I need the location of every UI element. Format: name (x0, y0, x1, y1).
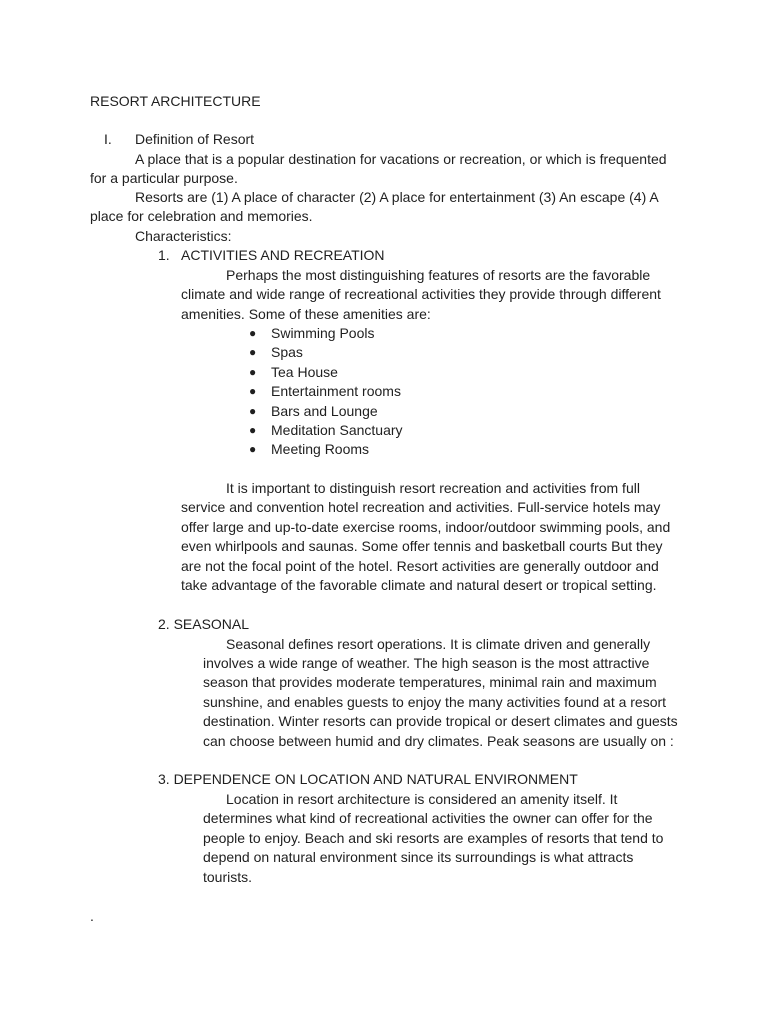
amenity-label: Spas (271, 344, 303, 360)
activities-heading: ACTIVITIES AND RECREATION (181, 247, 385, 263)
activities-note-line: service and convention hotel recreation and activities. Full-service hotels may (181, 499, 661, 515)
bullet-icon: ● (249, 326, 257, 340)
location-line: depend on natural environment since its surroundings is what attracts (203, 849, 634, 865)
activities-note-line: It is important to distinguish resort recreation and activities from full (226, 480, 640, 496)
section-number: I. (104, 131, 112, 147)
seasonal-line: destination. Winter resorts can provide tropical or desert climates and guests (203, 713, 678, 729)
activities-note-line: are not the focal point of the hotel. Resort activities are generally outdoor and (181, 558, 659, 574)
resorts-are-line: Resorts are (1) A place of character (2) A place for entertainment (3) An escape (4) A (135, 189, 659, 205)
activities-note-line: offer large and up-to-date exercise rooms, indoor/outdoor swimming pools, and (181, 519, 671, 535)
activities-intro-line: Perhaps the most distinguishing features of resorts are the favorable (226, 267, 651, 283)
activities-note-line: even whirlpools and saunas. Some offer tennis and basketball courts But they (181, 538, 663, 554)
amenity-label: Meeting Rooms (271, 441, 370, 457)
definition-line: for a particular purpose. (90, 170, 238, 186)
seasonal-line: season that provides moderate temperatures, minimal rain and maximum (203, 674, 657, 690)
activities-number: 1. (158, 247, 170, 263)
amenity-label: Meditation Sanctuary (271, 422, 403, 438)
amenity-label: Bars and Lounge (271, 403, 378, 419)
section-title: Definition of Resort (135, 131, 255, 147)
activities-intro-line: amenities. Some of these amenities are: (181, 306, 431, 322)
seasonal-line: Seasonal defines resort operations. It is climate driven and generally (226, 636, 651, 652)
seasonal-line: sunshine, and enables guests to enjoy the many activities found at a resort (203, 694, 667, 710)
seasonal-line: involves a wide range of weather. The high season is the most attractive (203, 655, 650, 671)
amenity-label: Swimming Pools (271, 325, 375, 341)
trailing-mark: . (90, 908, 94, 924)
seasonal-line: can choose between humid and dry climates. Peak seasons are usually on : (203, 733, 674, 749)
location-line: people to enjoy. Beach and ski resorts are examples of resorts that tend to (203, 830, 664, 846)
seasonal-heading: 2. SEASONAL (158, 616, 250, 632)
activities-note-line: take advantage of the favorable climate and natural desert or tropical setting. (181, 577, 657, 593)
bullet-icon: ● (249, 442, 257, 456)
definition-line: A place that is a popular destination for vacations or recreation, or which is frequented (135, 151, 667, 167)
location-line: tourists. (203, 869, 253, 885)
bullet-icon: ● (249, 345, 257, 359)
activities-intro-line: climate and wide range of recreational activities they provide through different (181, 286, 661, 302)
bullet-icon: ● (249, 384, 257, 398)
amenity-label: Entertainment rooms (271, 383, 401, 399)
location-line: determines what kind of recreational activities the owner can offer for the (203, 810, 653, 826)
location-heading: 3. DEPENDENCE ON LOCATION AND NATURAL ENVIRONMENT (158, 771, 578, 787)
location-line: Location in resort architecture is considered an amenity itself. It (226, 791, 618, 807)
bullet-icon: ● (249, 365, 257, 379)
resorts-are-line: place for celebration and memories. (90, 208, 313, 224)
document-title: RESORT ARCHITECTURE (90, 93, 261, 109)
bullet-icon: ● (249, 423, 257, 437)
bullet-icon: ● (249, 404, 257, 418)
characteristics-label: Characteristics: (135, 228, 232, 244)
amenity-label: Tea House (271, 364, 338, 380)
